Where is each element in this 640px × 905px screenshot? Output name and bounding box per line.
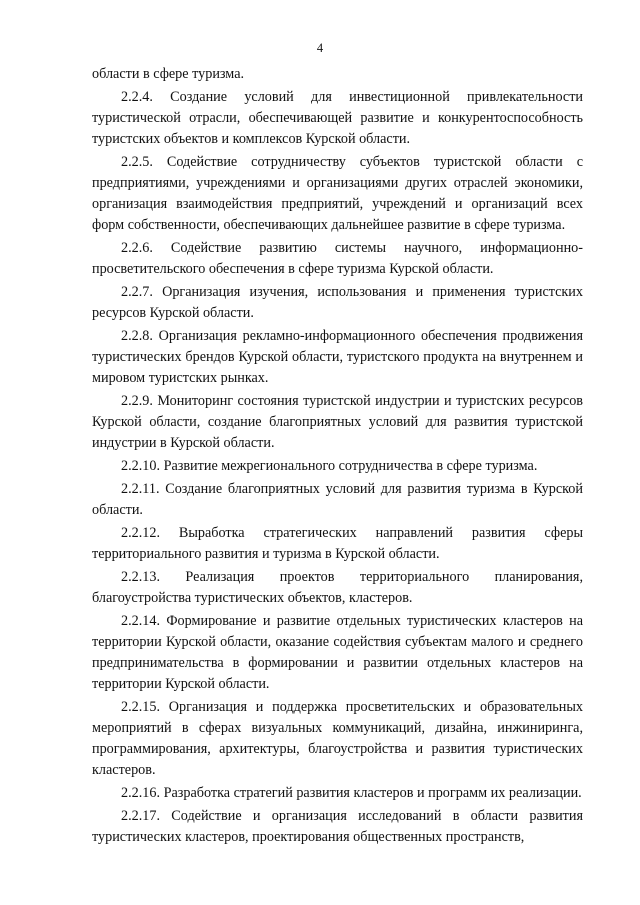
paragraph-2-2-10: 2.2.10. Развитие межрегионального сотрудничества в сфере туризма. (121, 458, 538, 474)
paragraph-2-2-13: 2.2.13. Реализация проектов территориального планирования, благоустройства туристических объектов, кластеров. (92, 569, 583, 606)
paragraph-2-2-14: 2.2.14. Формирование и развитие отдельных туристических кластеров на территории Курской области, оказание содействия субъектам малого и среднего предпринимательства в формировании и развитии отдельных кластеров на территории Курской области. (92, 613, 583, 692)
page-number: 4 (316, 41, 324, 55)
paragraph-2-2-15: 2.2.15. Организация и поддержка просветительских и образовательных мероприятий в сферах визуальных коммуникаций, дизайна, инжиниринга, программирования, архитектуры, благоустройства и развития туристических кластеров. (92, 699, 583, 778)
paragraph-2-2-16: 2.2.16. Разработка стратегий развития кластеров и программ их реализации. (121, 785, 582, 801)
paragraph-continuation: области в сфере туризма. (92, 66, 245, 82)
paragraph-2-2-8: 2.2.8. Организация рекламно-информационного обеспечения продвижения туристических брендов Курской области, туристского продукта на внутреннем и мировом туристских рынках. (92, 328, 583, 386)
paragraph-2-2-12: 2.2.12. Выработка стратегических направлений развития сферы территориального развития и туризма в Курской области. (92, 525, 583, 562)
paragraph-2-2-11: 2.2.11. Создание благоприятных условий для развития туризма в Курской области. (92, 481, 583, 518)
paragraph-2-2-6: 2.2.6. Содействие развитию системы научного, информационно-просветительского обеспечения в сфере туризма Курской области. (92, 240, 583, 277)
paragraph-2-2-5: 2.2.5. Содействие сотрудничеству субъектов туристской области с предприятиями, учреждениями и организациями других отраслей экономики, организация взаимодействия предприятий, учреждений и организаций всех форм собственности, обеспечивающих дальнейшее развитие в сфере туризма. (92, 154, 583, 233)
paragraph-2-2-17: 2.2.17. Содействие и организация исследований в области развития туристических кластеров, проектирования общественных пространств, (92, 808, 583, 845)
paragraph-2-2-4: 2.2.4. Создание условий для инвестиционной привлекательности туристической отрасли, обеспечивающей развитие и конкурентоспособность туристских объектов и комплексов Курской области. (92, 89, 583, 147)
document-body (92, 64, 583, 850)
paragraph-2-2-7: 2.2.7. Организация изучения, использования и применения туристских ресурсов Курской области. (92, 284, 583, 321)
paragraph-2-2-9: 2.2.9. Мониторинг состояния туристской индустрии и туристских ресурсов Курской области, создание благоприятных условий для развития туристской индустрии в Курской области. (92, 393, 583, 451)
